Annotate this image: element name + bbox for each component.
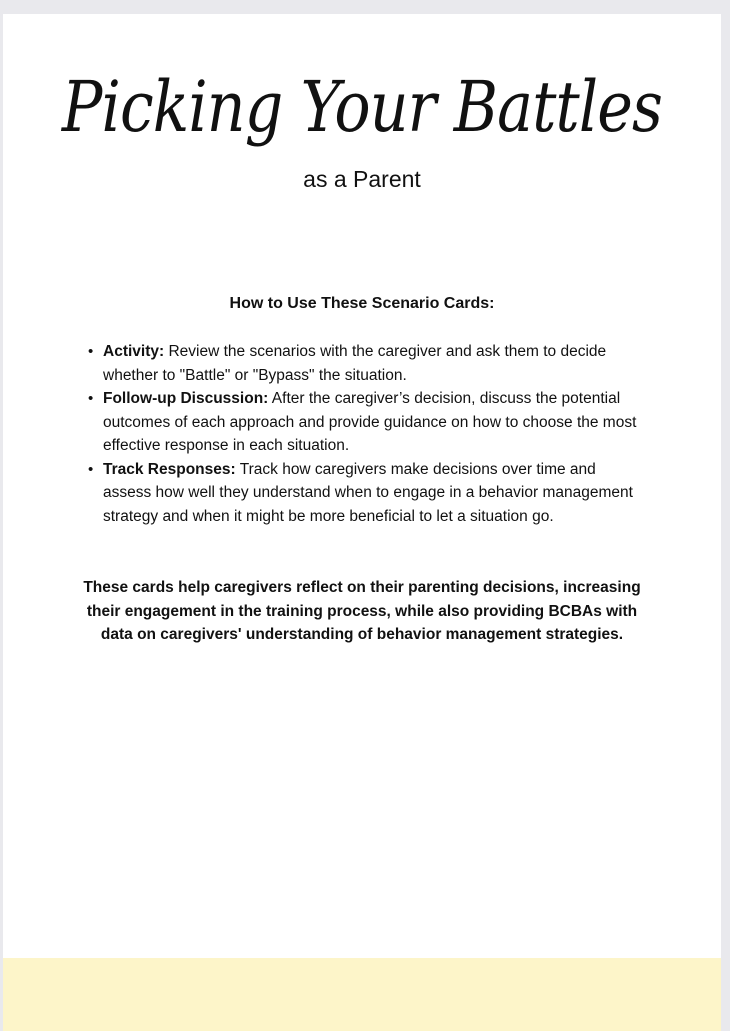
title-block [3,52,721,202]
bullet-icon: • [88,390,94,407]
list-item-track-responses [88,458,643,529]
list-item-lead: Track Responses: [103,460,236,478]
list-item-activity [88,340,643,387]
list-item-lead: Follow-up Discussion: [103,390,269,407]
instructions-heading: How to Use These Scenario Cards: [229,295,495,312]
instructions-list [88,340,643,528]
footer-band [3,958,721,1031]
list-item-lead: Activity: [103,343,165,360]
list-item-follow-up [88,387,643,458]
document-page [3,14,721,1031]
summary-paragraph: These cards help caregivers reflect on their parenting decisions, increasing their engagement in the training process, while also providing BCBAs with data on caregivers' understanding of behavior management strategies. [83,579,641,643]
page-title: Picking Your Battles [61,66,663,148]
page-subtitle: as a Parent [303,166,421,192]
list-item-text: After the caregiver’s decision, discuss the potential outcomes of each approach and provide guidance on how to choose the most effective response in each situation. [103,390,637,454]
bullet-icon: • [88,343,94,360]
bullet-icon: • [88,460,94,478]
list-item-text: Track how caregivers make decisions over time and assess how well they understand when to engage in a behavior management strategy and when it might be more beneficial to let a situation go. [103,460,633,525]
list-item-text: Review the scenarios with the caregiver and ask them to decide whether to "Battle" or "Bypass" the situation. [103,343,607,384]
